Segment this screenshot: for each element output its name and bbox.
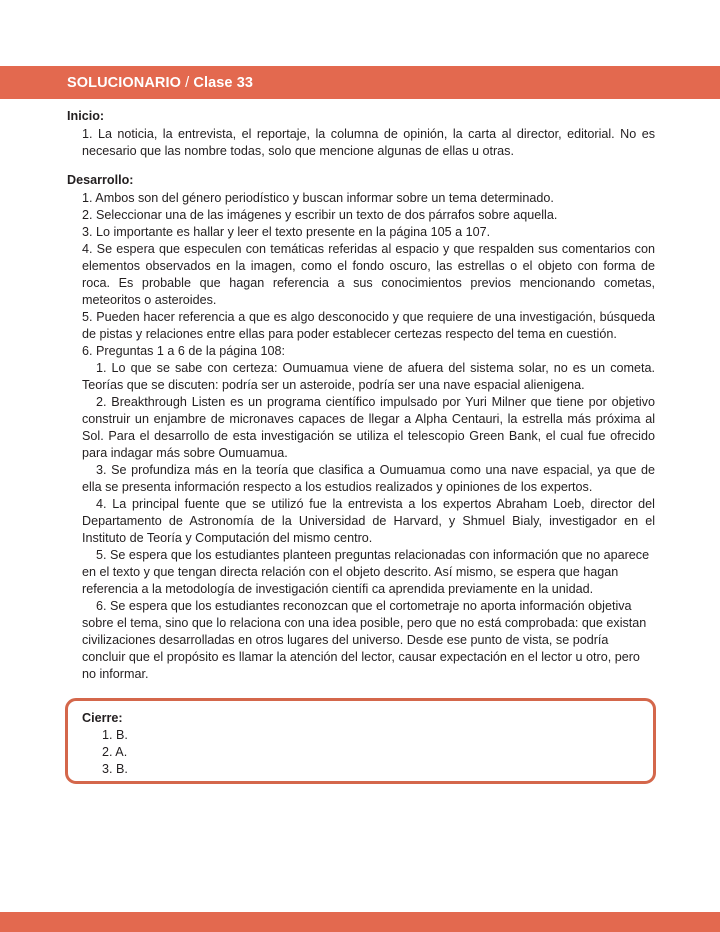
list-item: 5. Pueden hacer referencia a que es algo desconocido y que requiere de una investigación, búsqueda de pistas y relaciones entre ellas para poder establecer certezas respecto del tema en cuestión. (82, 310, 655, 341)
list-item: 3. Lo importante es hallar y leer el texto presente en la página 105 a 107. (82, 225, 491, 239)
section-spacer (67, 160, 655, 172)
page-title-separator: / (180, 74, 194, 91)
list-item: 1. La noticia, la entrevista, el reportaje, la columna de opinión, la carta al director, editorial. No es necesario que las nombre todas, solo que mencione algunas de ellas u otras. (82, 127, 655, 158)
list-item: 3. B. (102, 762, 128, 776)
list-item: 2. A. (102, 745, 128, 759)
section-heading-desarrollo: Desarrollo: (67, 173, 134, 187)
sub-list-item: 5. Se espera que los estudiantes planteen preguntas relacionadas con información que no aparece en el texto y que tengan directa relación con el objeto descrito. Así mismo, se espera que hagan referencia a la metodología de investigación científi ca aprendida previamente en la unidad. (82, 548, 650, 596)
list-item: 4. Se espera que especulen con temáticas referidas al espacio y que respalden sus comentarios con elementos observados en la imagen, como el fondo oscuro, las estrellas o el objeto con forma de roca. Es probable que hagan referencia a sus conocimientos previos mencionando cometas, meteoritos o asteroides. (82, 242, 655, 307)
section-desarrollo (67, 172, 655, 683)
page-title-strong: SOLUCIONARIO (67, 74, 181, 91)
cierre-box (65, 698, 656, 784)
page-top-margin (0, 0, 720, 66)
section-heading-inicio: Inicio: (67, 109, 105, 123)
sub-list-item: 6. Se espera que los estudiantes reconozcan que el cortometraje no aporta información objetiva sobre el tema, sino que lo relaciona con una idea posible, pero que no está comprobada: que existan civilizaciones desarrolladas en otros lugares del universo. Desde ese punto de vista, se podría concluir que el propósito es llamar la atención del lector, causar expectación en el lector u otro, pero no informar. (82, 599, 647, 681)
document-header-bar (0, 66, 720, 99)
sub-list-item: 2. Breakthrough Listen es un programa científico impulsado por Yuri Milner que tiene por objetivo construir un enjambre de micronaves capaces de llegar a Alpha Centauri, la estrella más próxima al Sol. Para el desarrollo de esta investigación se utiliza el telescopio Green Bank, el cual fue ofrecido para indagar más sobre Oumuamua. (82, 395, 655, 460)
cierre-section-wrapper (0, 698, 720, 784)
page-title (67, 75, 253, 91)
list-item: 1. Ambos son del género periodístico y buscan informar sobre un tema determinado. (82, 191, 554, 205)
document-content (0, 99, 720, 683)
sub-list-item: 1. Lo que se sabe con certeza: Oumuamua viene de afuera del sistema solar, no es un cometa. Teorías que se discuten: podría ser un asteroide, podría ser una nave espacial alienigena. (82, 361, 655, 392)
sub-list-item: 4. La principal fuente que se utilizó fue la entrevista a los expertos Abraham Loeb, director del Departamento de Astronomía de la Universidad de Harvard, y Shmuel Bialy, investigador en el Instituto de Teoría y Computación del mismo centro. (82, 497, 655, 545)
document-footer-bar (0, 912, 720, 932)
list-item: 6. Preguntas 1 a 6 de la página 108: (82, 344, 286, 358)
page-title-sub: Clase 33 (193, 74, 254, 91)
list-item: 2. Seleccionar una de las imágenes y escribir un texto de dos párrafos sobre aquella. (82, 208, 558, 222)
sub-list-item: 3. Se profundiza más en la teoría que clasifica a Oumuamua como una nave espacial, ya que de ella se presenta información respecto a los estudios realizados y opiniones de los expertos. (82, 463, 655, 494)
list-item: 1. B. (102, 728, 128, 742)
section-inicio (67, 108, 655, 160)
section-heading-cierre: Cierre: (82, 711, 123, 725)
